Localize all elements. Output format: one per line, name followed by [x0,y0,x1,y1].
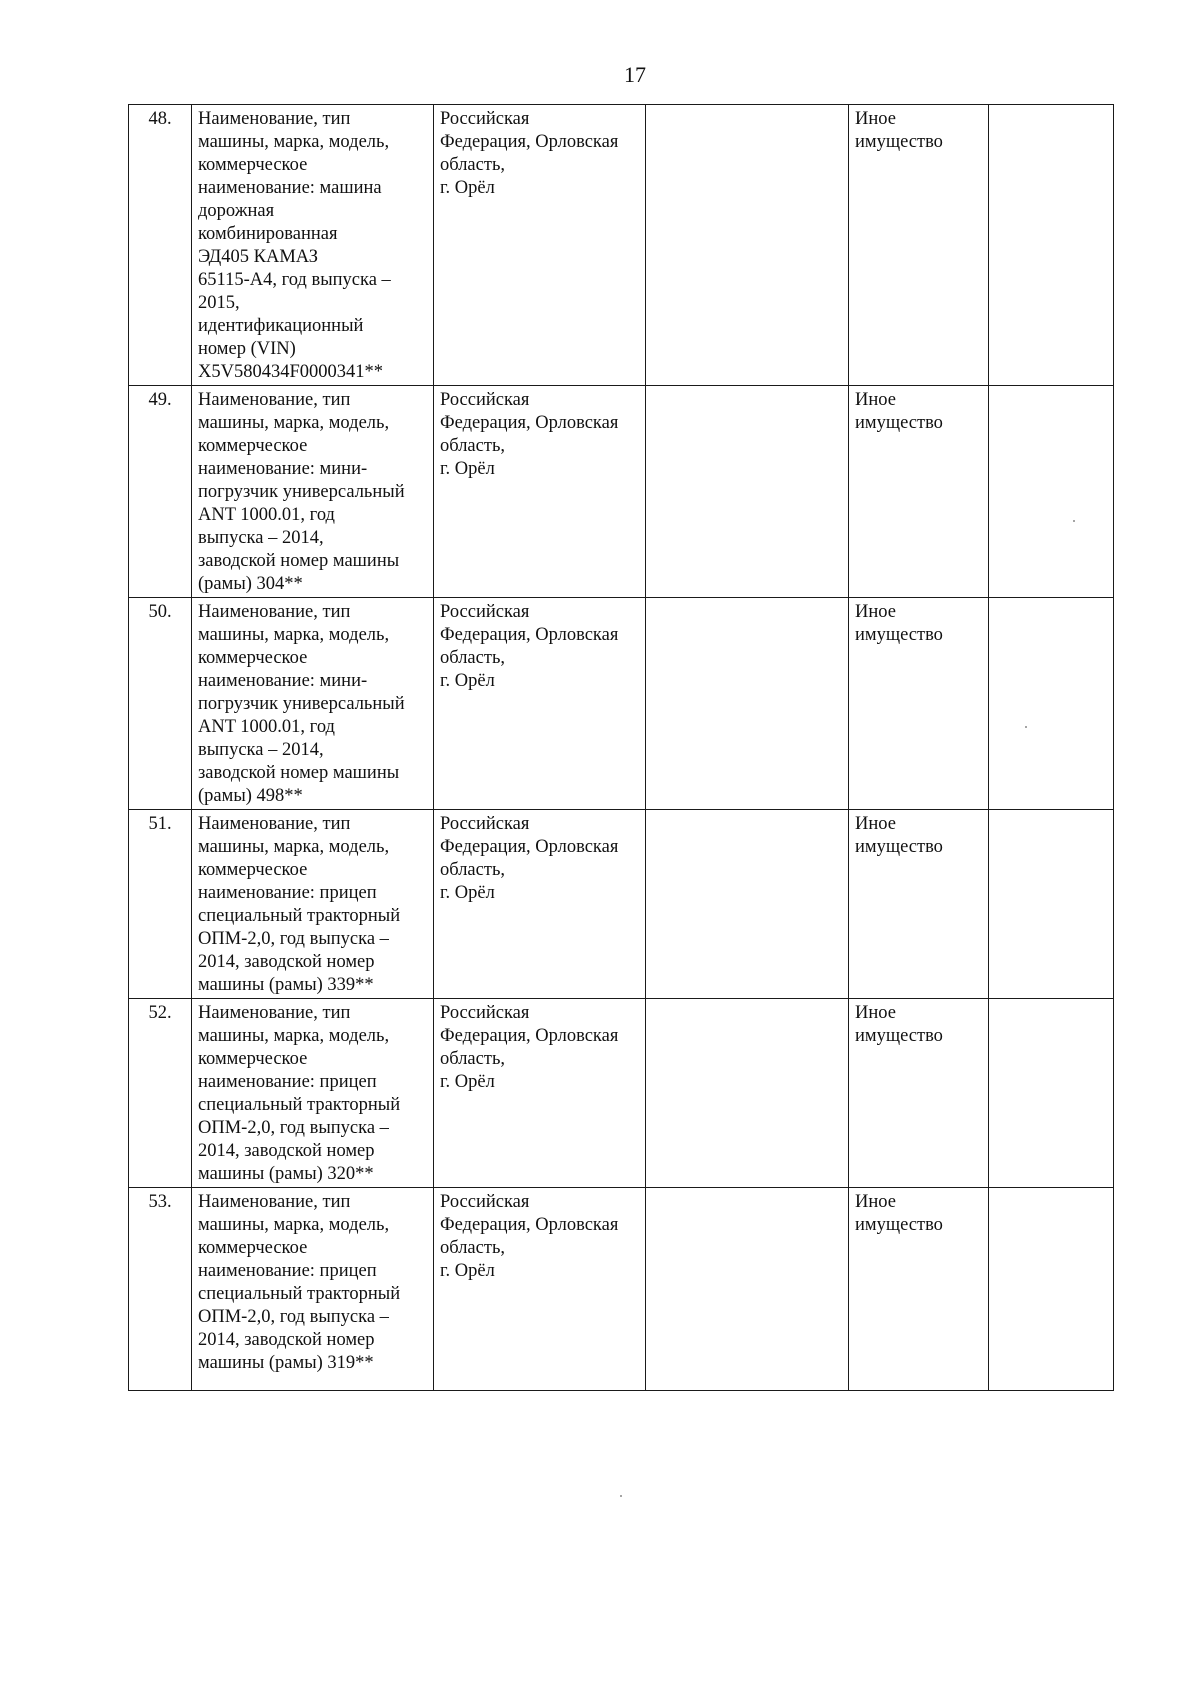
property-location: Российская Федерация, Орловская область, г. Орёл [434,386,646,598]
property-location: Российская Федерация, Орловская область, г. Орёл [434,999,646,1188]
empty-cell [646,598,849,810]
property-description: Наименование, тип машины, марка, модель, коммерческое наименование: машина дорожная комбинированная ЭД405 КАМАЗ 65115-А4, год выпуска – 2015, идентификационный номер (VIN) X5V580434F0000341** [192,105,434,386]
property-location: Российская Федерация, Орловская область, г. Орёл [434,1188,646,1391]
property-registry-table [128,104,1114,1391]
property-type: Иное имущество [849,598,989,810]
empty-cell [989,105,1114,386]
empty-cell [989,810,1114,999]
row-number: 51. [129,810,192,999]
row-number: 53. [129,1188,192,1391]
empty-cell [989,386,1114,598]
row-number: 52. [129,999,192,1188]
property-location: Российская Федерация, Орловская область, г. Орёл [434,598,646,810]
empty-cell [989,598,1114,810]
empty-cell [646,386,849,598]
property-type: Иное имущество [849,810,989,999]
row-number: 50. [129,598,192,810]
property-description: Наименование, тип машины, марка, модель, коммерческое наименование: прицеп специальный тракторный ОПМ-2,0, год выпуска – 2014, заводской номер машины (рамы) 319** [192,1188,434,1391]
empty-cell [989,1188,1114,1391]
row-number: 49. [129,386,192,598]
row-number: 48. [129,105,192,386]
table-row [129,386,1114,598]
empty-cell [646,105,849,386]
table-row [129,105,1114,386]
property-location: Российская Федерация, Орловская область, г. Орёл [434,810,646,999]
table-row [129,999,1114,1188]
empty-cell [989,999,1114,1188]
page-number: 17 [624,62,646,87]
property-description: Наименование, тип машины, марка, модель, коммерческое наименование: прицеп специальный тракторный ОПМ-2,0, год выпуска – 2014, заводской номер машины (рамы) 320** [192,999,434,1188]
scan-speck [620,1495,622,1497]
property-description: Наименование, тип машины, марка, модель, коммерческое наименование: прицеп специальный тракторный ОПМ-2,0, год выпуска – 2014, заводской номер машины (рамы) 339** [192,810,434,999]
property-type: Иное имущество [849,386,989,598]
property-type: Иное имущество [849,999,989,1188]
empty-cell [646,999,849,1188]
table-row [129,1188,1114,1391]
property-type: Иное имущество [849,1188,989,1391]
table-row [129,598,1114,810]
table-row [129,810,1114,999]
empty-cell [646,810,849,999]
property-type: Иное имущество [849,105,989,386]
property-description: Наименование, тип машины, марка, модель, коммерческое наименование: мини- погрузчик универсальный ANT 1000.01, год выпуска – 2014, заводской номер машины (рамы) 304** [192,386,434,598]
scan-speck [1025,726,1027,728]
property-location: Российская Федерация, Орловская область, г. Орёл [434,105,646,386]
scan-speck [1073,520,1075,522]
empty-cell [646,1188,849,1391]
property-description: Наименование, тип машины, марка, модель, коммерческое наименование: мини- погрузчик универсальный ANT 1000.01, год выпуска – 2014, заводской номер машины (рамы) 498** [192,598,434,810]
